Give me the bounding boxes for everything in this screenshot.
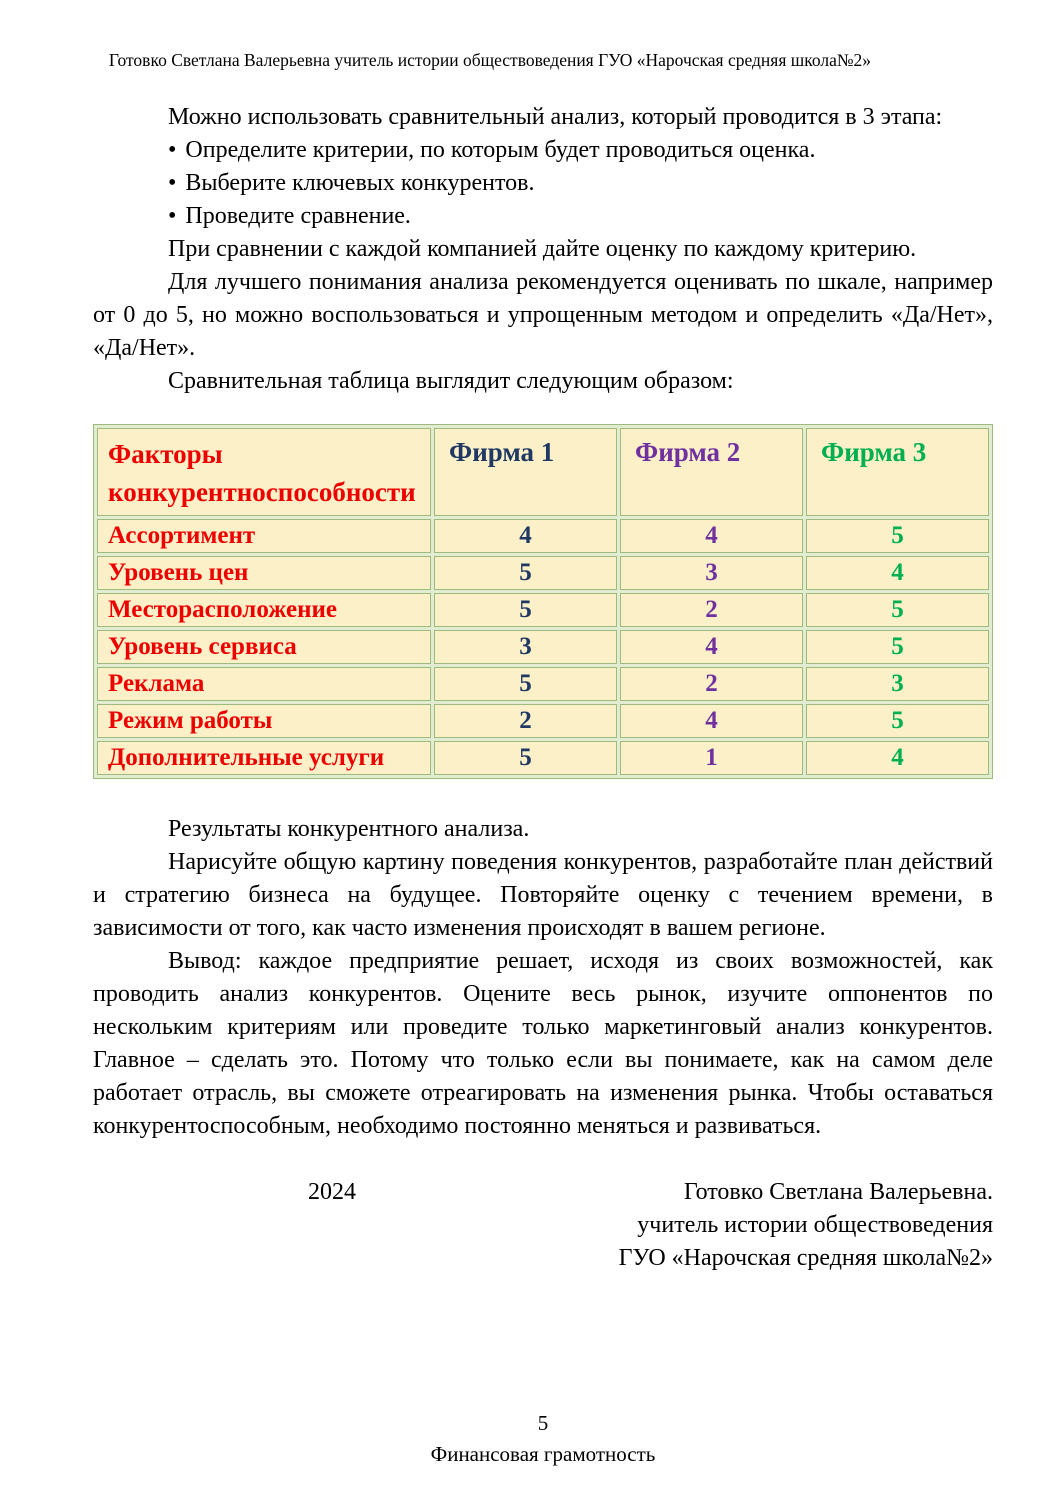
factor-cell: Уровень сервиса [97,630,431,664]
bullet-icon: • [168,137,177,163]
bullet-text: Проведите сравнение. [185,203,411,229]
page-number: 5 [537,1411,549,1435]
bullet-item [168,200,993,233]
paragraph-intro: Можно использовать сравнительный анализ, который проводится в 3 этапа: [168,104,943,130]
factor-cell: Режим работы [97,704,431,738]
table-header-row [97,428,989,516]
value-cell: 4 [620,519,803,553]
paragraph-results: Результаты конкурентного анализа. [168,816,530,842]
value-cell: 4 [806,556,989,590]
value-cell: 2 [620,667,803,701]
value-cell: 3 [806,667,989,701]
value-cell: 4 [434,519,617,553]
bullet-text: Выберите ключевых конкурентов. [185,170,535,196]
table-row [97,556,989,590]
value-cell: 4 [620,704,803,738]
paragraph-compare: При сравнении с каждой компанией дайте оценку по каждому критерию. [168,236,917,262]
table-row [97,741,989,775]
signature-line: ГУО «Нарочская средняя школа№2» [618,1245,993,1271]
bullet-icon: • [168,203,177,229]
factor-cell: Дополнительные услуги [97,741,431,775]
comparison-table [93,424,993,779]
bullet-item [168,167,993,200]
firm3-header-cell: Фирма 3 [806,428,989,516]
page-header: Готовко Светлана Валерьевна учитель истории обществоведения ГУО «Нарочская средняя школа№2» [108,50,872,70]
value-cell: 2 [620,593,803,627]
table-row [97,630,989,664]
document-body [93,101,993,1275]
value-cell: 5 [806,519,989,553]
factor-cell: Месторасположение [97,593,431,627]
value-cell: 5 [806,704,989,738]
signature-line: учитель истории обществоведения [637,1212,993,1238]
bullet-icon: • [168,170,177,196]
factor-cell: Реклама [97,667,431,701]
table-row [97,704,989,738]
table-row [97,667,989,701]
firm1-header-cell: Фирма 1 [434,428,617,516]
value-cell: 5 [434,667,617,701]
value-cell: 1 [620,741,803,775]
value-cell: 4 [620,630,803,664]
paragraph-scale: Для лучшего понимания анализа рекомендуется оценивать по шкале, например от 0 до 5, но можно воспользоваться и упрощенным методом и определить «Да/Нет», «Да/Нет». [93,269,993,361]
signature-year: 2024 [308,1179,356,1205]
signature-block [93,1176,993,1275]
value-cell: 5 [434,593,617,627]
value-cell: 3 [434,630,617,664]
value-cell: 5 [806,630,989,664]
value-cell: 4 [806,741,989,775]
signature-line: Готовко Светлана Валерьевна. [683,1179,993,1205]
bullet-item [168,134,993,167]
table-row [97,519,989,553]
factor-cell: Уровень цен [97,556,431,590]
page-footer [93,1408,993,1470]
value-cell: 2 [434,704,617,738]
paragraph-conclusion: Вывод: каждое предприятие решает, исходя из своих возможностей, как проводить анализ конкурентов. Оцените весь рынок, изучите оппонентов по нескольким критериям или проведите только маркетинговый анализ конкурентов. Главное – сделать это. Потому что только если вы понимаете, как на самом деле работает отрасль, вы сможете отреагировать на изменения рынка. Чтобы оставаться конкурентоспособным, необходимо постоянно меняться и развиваться. [93,948,993,1139]
footer-subject: Финансовая грамотность [430,1442,656,1466]
value-cell: 5 [434,741,617,775]
table-row [97,593,989,627]
paragraph-table-intro: Сравнительная таблица выглядит следующим образом: [168,368,734,394]
paragraph-picture: Нарисуйте общую картину поведения конкурентов, разработайте план действий и стратегию бизнеса на будущее. Повторяйте оценку с течением времени, в зависимости от того, как часто изменения происходят в вашем регионе. [93,849,993,941]
signature-author [356,1176,993,1275]
bullet-text: Определите критерии, по которым будет проводиться оценка. [185,137,816,163]
factor-cell: Ассортимент [97,519,431,553]
factor-header-cell: Факторы конкурентноспособности [97,428,431,516]
value-cell: 3 [620,556,803,590]
value-cell: 5 [434,556,617,590]
firm2-header-cell: Фирма 2 [620,428,803,516]
value-cell: 5 [806,593,989,627]
